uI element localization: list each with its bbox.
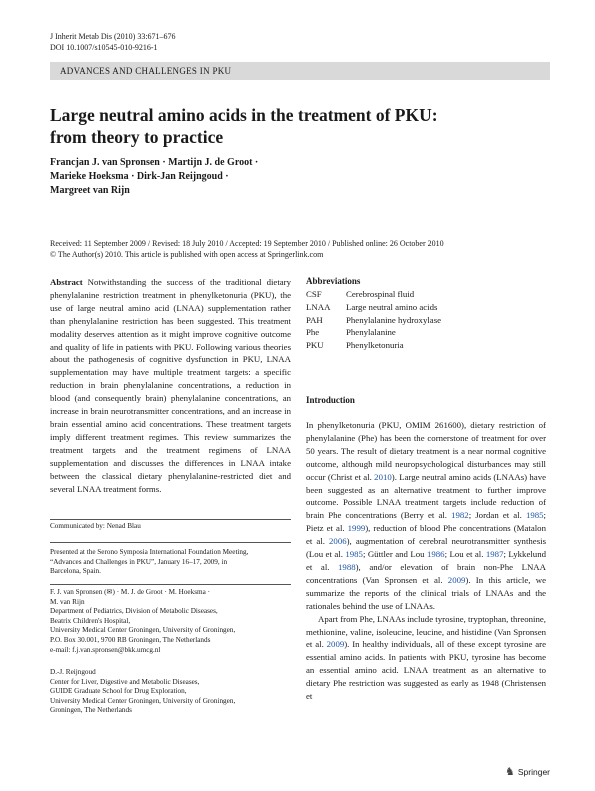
paragraph-text: ), augmentation of cerebral neurotransmitter synthesis (Lou et al. [306,536,546,560]
abbreviation-value: Phenylketonuria [346,340,404,351]
title-line: Large neutral amino acids in the treatment of PKU: [50,105,438,125]
abbreviation-key: PAH [306,314,323,325]
citation-link[interactable]: 1986 [426,549,445,560]
author-line: Francjan J. van Spronsen · Martijn J. de Groot · [50,157,259,168]
paragraph-text: ; Jordan et al. [468,510,526,521]
citation-link[interactable]: 2009 [326,639,345,650]
abstract [50,276,291,495]
footnote-line: P.O. Box 30.001, 9700 RB Groningen, The Netherlands [50,635,211,644]
footnote-line: Beatrix Children's Hospital, [50,616,131,625]
abstract-text: Notwithstanding the success of the traditional dietary phenylalanine restriction treatment in phenylketonuria (PKU), the use of large neutral amino acid (LNAA) supplementation rather than phenylalanine restriction has been suggested. This treatment modality deserves attention as it might improve cognitive outcome and quality of life in patients with PKU. Following various theories about the pathogenesis of cognitive dysfunction in PKU, LNAA supplementation may have multiple treatment targets: a specific reduction in brain phenylalanine concentrations, a reduction in blood (and consequently brain) phenylalanine concentrations, an increase in brain neurotransmitter concentrations, and an increase in brain essential amino acid concentrations. These treatment targets imply different treatment regimes. This review summarizes the treatment targets and the treatment regimens of LNAA supplementation and discusses the differences in LNAA intake between the classical dietary phenylalanine-restricted diet and several LNAA treatment forms. [50,277,292,494]
abbreviation-row [306,339,441,352]
publisher-name: Springer [517,766,551,777]
paragraph-text: Apart from Phe, LNAAs include tyrosine, tryptophan, threonine, methionine, valine, isoleucine, leucine, and histidine (Van Spronsen et al. [306,613,546,650]
citation-link[interactable]: 2010 [374,471,392,482]
journal-header [50,31,176,53]
affiliation-2 [50,668,291,716]
footnote-line: F. J. van Spronsen (✉) · M. J. de Groot · M. Hoeksma · [50,588,210,596]
introduction-heading: Introduction [306,395,355,405]
footnote-line: Center for Liver, Digestive and Metabolic Diseases, [50,677,200,686]
paragraph-text: ). In this article, we summarize the reports of the clinical trials of LNAAs and the rationales behind the use of LNAAs. [306,574,546,611]
footnote-line: Presented at the Serono Symposia International Foundation Meeting, [50,548,249,556]
paragraph-text: ). In healthy individuals, all of these except tyrosine are essential amino acids. In patients with PKU, tyrosine has become an essential amino acid. LNAA treatment as an alternative to dietary Phe restriction was suggested as early as 1948 (Christensen et [306,639,547,702]
communicated-by: Communicated by: Nenad Blau [50,522,141,530]
abbreviation-row [306,326,441,339]
citation-link[interactable]: 1982 [451,510,469,521]
abbreviation-row [306,314,441,327]
article-title [50,104,530,148]
journal-citation: J Inherit Metab Dis (2010) 33:671–676 [50,32,176,41]
paragraph-text: ; Pietz et al. [306,510,546,534]
doi: DOI 10.1007/s10545-010-9216-1 [50,43,158,52]
footnote-divider [50,519,291,520]
abbreviation-key: Phe [306,327,320,338]
abbreviation-row [306,288,441,301]
paragraph-text: ), reduction of blood Phe concentrations (Matalon et al. [306,523,546,547]
footnote-line: “Advances and Challenges in PKU”, January 16–17, 2009, in [50,557,228,566]
citation-link[interactable]: 1988 [338,561,356,572]
abbreviation-value: Phenylalanine hydroxylase [346,314,442,325]
title-line: from theory to practice [50,127,224,147]
citation-link[interactable]: 1985 [525,510,544,521]
corresponding-email[interactable]: e-mail: f.j.van.spronsen@bkk.umcg.nl [50,645,161,654]
abbreviations-list [306,288,441,352]
publication-dates [50,239,550,260]
abbreviation-value: Phenylalanine [346,327,396,338]
introduction-body [306,419,546,703]
citation-link[interactable]: 1987 [485,549,504,560]
abbreviation-key: CSF [306,289,322,299]
introduction-paragraph [306,613,546,703]
paragraph-text: ; Lykkelund et al. [306,549,546,572]
introduction-paragraph [306,419,546,613]
open-access-note: © The Author(s) 2010. This article is published with open access at Springerlink.com [50,249,324,259]
footnote-line: Department of Pediatrics, Division of Metabolic Diseases, [50,607,218,616]
footnote-line: D.-J. Reijngoud [50,668,96,676]
section-banner [50,62,550,80]
footnote-line: University Medical Center Groningen, University of Groningen, [50,626,236,635]
footnote-line: University Medical Center Groningen, University of Groningen, [50,696,236,705]
citation-link[interactable]: 1999 [347,523,366,534]
abbreviation-key: PKU [306,340,324,351]
abbreviations-heading: Abbreviations [306,276,361,286]
abbreviation-value: Cerebrospinal fluid [346,289,415,299]
citation-link[interactable]: 2009 [447,574,466,585]
paragraph-text: ). Large neutral amino acids (LNAAs) have been suggested as an alternative treatment to further improve outcome. Possible LNAA treatment targets include reduction of brain Phe concentrations (Berry et al. [306,471,546,521]
author-list [50,156,350,198]
paragraph-text: In phenylketonuria (PKU, OMIM 261600), dietary restriction of phenylalanine (Phe) has been the cornerstone of treatment for over 50 years. The result of dietary treatment is a near normal cognitive outcome, although mild neuropsychological disturbances may still occur (Christ et al. [306,420,546,482]
footnote-divider [50,584,291,585]
author-line: Margreet van Rijn [50,185,130,196]
citation-link[interactable]: 2006 [329,536,347,547]
abbreviation-value: Large neutral amino acids [346,301,438,312]
presented-at-note [50,548,291,577]
affiliation-1 [50,588,291,655]
footnote-line: Barcelona, Spain. [50,567,101,576]
paragraph-text: ; Güttler and Lou [362,549,427,560]
author-line: Marieke Hoeksma · Dirk-Jan Reijngoud · [50,171,229,182]
paragraph-text: ), and/or elevation of brain non-Phe LNAA concentrations (Van Spronsen et al. [306,561,546,585]
received-dates: Received: 11 September 2009 / Revised: 18 July 2010 / Accepted: 19 September 2010 / Published online: 26 October 2010 [50,239,444,248]
springer-horse-icon: ♞ [505,766,515,778]
footnote-line: M. van Rijn [50,597,85,606]
publisher-logo [505,765,550,778]
footnote-line: GUIDE Graduate School for Drug Exploration, [50,687,187,696]
banner-label: ADVANCES AND CHALLENGES IN PKU [60,66,232,76]
footnote-line: Groningen, The Netherlands [50,706,132,715]
citation-link[interactable]: 1985 [345,549,363,560]
paragraph-text: ; Lou et al. [444,549,486,560]
footnote-divider [50,542,291,543]
abbreviation-key: LNAA [306,301,331,312]
abbreviation-row [306,301,441,314]
abstract-label: Abstract [50,277,83,287]
